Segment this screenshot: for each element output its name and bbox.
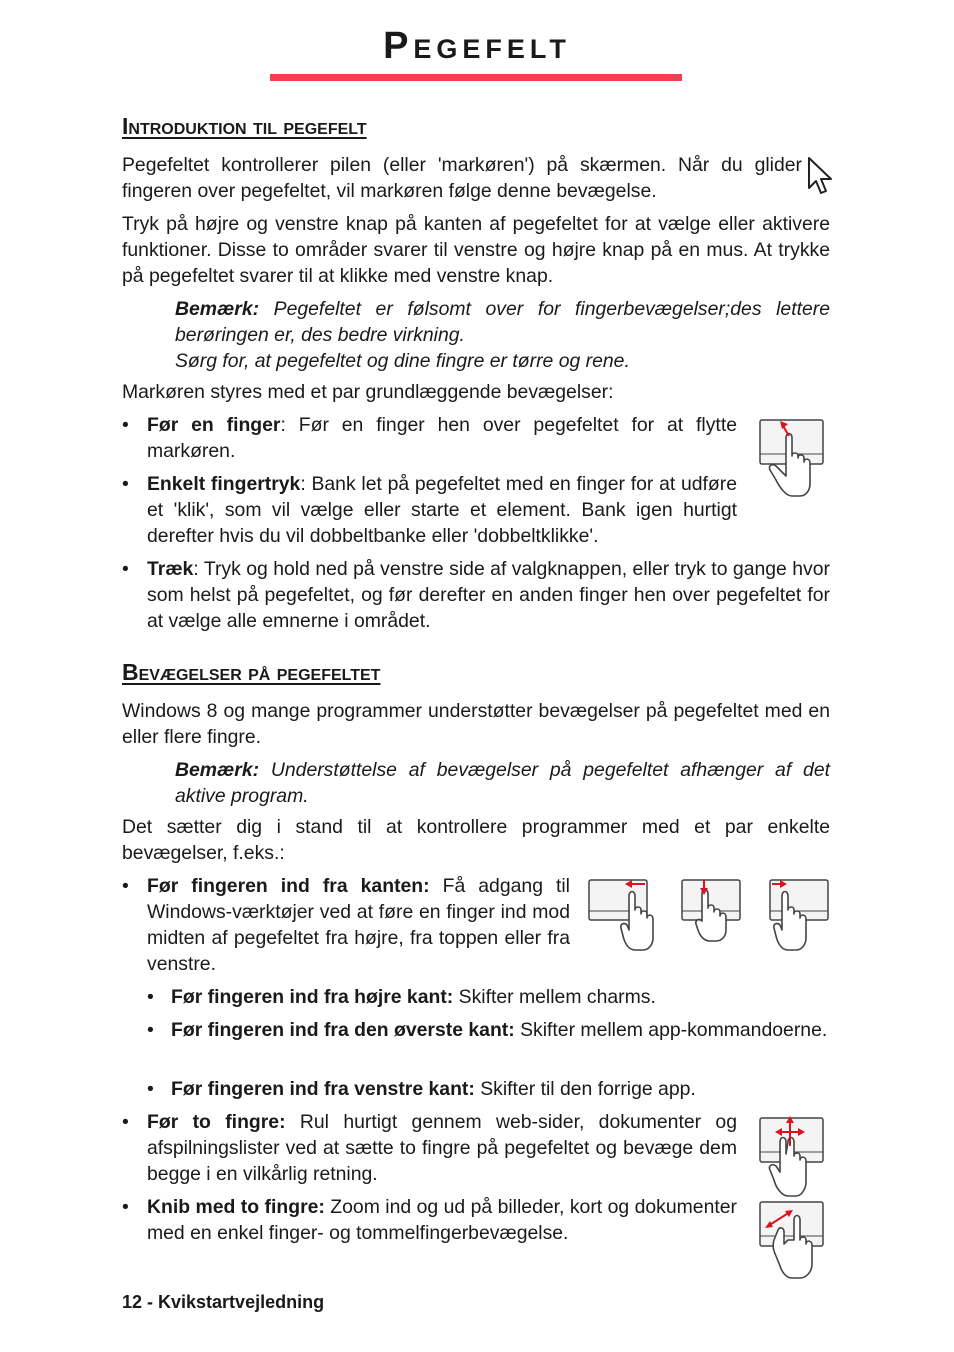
note-text: Understøttelse af bevægelser på pegefeltet afhænger af det aktive program. bbox=[175, 759, 830, 807]
note-label: Bemærk: bbox=[175, 298, 260, 320]
bullet-text: Skifter til den forrige app. bbox=[474, 1078, 696, 1100]
sub-bullet-top-edge bbox=[171, 1017, 830, 1043]
sub-bullet-marker: • bbox=[147, 1019, 154, 1041]
bullet-text: Zoom ind og ud på billeder, kort og dokumenter med en enkel finger- og tommelfingerbevægelse. bbox=[147, 1196, 737, 1244]
bullet-label: Før en finger bbox=[147, 414, 281, 436]
bullet-label: Før fingeren ind fra kanten: bbox=[147, 875, 430, 897]
bullet-drag bbox=[147, 556, 830, 634]
bullet-label: Før fingeren ind fra højre kant: bbox=[171, 986, 454, 1008]
bullet-text: : Før en finger hen over pegefeltet for at flytte markøren. bbox=[147, 414, 737, 462]
bullet-two-fingers bbox=[147, 1109, 737, 1187]
bullet-text: Få adgang til Windows-værktøjer ved at føre en finger ind mod midten af pegefeltet fra højre, fra toppen eller fra venstre. bbox=[147, 875, 570, 975]
note-text: Pegefeltet er følsomt over for fingerbevægelser;des lettere berøringen er, des bedre virkning. bbox=[175, 298, 830, 346]
gestures-paragraph-1: Windows 8 og mange programmer understøtter bevægelser på pegefeltet med en eller flere fingre. bbox=[122, 700, 830, 748]
section-heading-intro: Introduktion til pegefelt bbox=[122, 113, 367, 139]
bullet-text: Rul hurtigt gennem web-sider, dokumenter og afspilningslister ved at sætte to fingre på pegefeltet og bevæge dem begge i en vilkårlig retning. bbox=[147, 1111, 737, 1185]
bullet-text: : Tryk og hold ned på venstre side af valgknappen, eller tryk to gange hvor som helst på pegefeltet, og før derefter en anden finger hen over pegefeltet for at vælge alle emnerne i området. bbox=[147, 558, 830, 632]
bullet-text: : Bank let på pegefeltet med en finger for at udføre et 'klik', som vil vælge eller starte et element. Bank igen hurtigt derefter hvis du vil dobbeltbanke eller 'dobbeltklikke'. bbox=[147, 473, 737, 547]
bullet-pinch bbox=[147, 1194, 737, 1246]
gestures-note bbox=[175, 757, 830, 809]
touchpad-edge-swipe-icon bbox=[587, 878, 662, 952]
intro-paragraph-3: Markøren styres med et par grundlæggende bevægelser: bbox=[122, 381, 614, 403]
bullet-marker: • bbox=[122, 414, 129, 436]
intro-paragraph-2: Tryk på højre og venstre knap på kanten af pegefeltet for at vælge eller aktivere funktioner. Disse to områder svarer til venstre og højre knap på en mus. At trykke på pegefeltet svarer til at klikke med venstre knap. bbox=[122, 213, 830, 287]
section-heading-gestures: Bevægelser på pegefeltet bbox=[122, 659, 381, 685]
page-title: Pegefelt bbox=[383, 25, 571, 67]
touchpad-pinch-icon bbox=[758, 1200, 826, 1282]
bullet-marker: • bbox=[122, 473, 129, 495]
bullet-label: Før fingeren ind fra den øverste kant: bbox=[171, 1019, 515, 1041]
cursor-arrow-icon bbox=[806, 156, 834, 198]
sub-bullet-left-edge bbox=[171, 1076, 830, 1102]
bullet-marker: • bbox=[122, 875, 129, 897]
sub-bullet-right-edge bbox=[171, 984, 830, 1010]
bullet-text: Skifter mellem charms. bbox=[453, 986, 656, 1008]
sub-bullet-marker: • bbox=[147, 986, 154, 1008]
bullet-label: Træk bbox=[147, 558, 194, 580]
title-underline bbox=[270, 74, 682, 81]
touchpad-one-finger-icon bbox=[758, 418, 826, 500]
touchpad-edge-swipe-icon bbox=[768, 878, 834, 952]
gestures-paragraph-2: Det sætter dig i stand til at kontrollere programmer med et par enkelte bevægelser, f.eks.: bbox=[122, 816, 830, 864]
touchpad-two-finger-icon bbox=[758, 1114, 826, 1200]
intro-paragraph-1: Pegefeltet kontrollerer pilen (eller 'markøren') på skærmen. Når du glider fingeren over pegefeltet, vil markøren følge denne bevægelse. bbox=[122, 154, 802, 202]
note-label: Bemærk: bbox=[175, 759, 260, 781]
bullet-single-tap bbox=[147, 471, 737, 549]
page-footer: 12 - Kvikstartvejledning bbox=[122, 1292, 325, 1312]
bullet-text: Skifter mellem app-kommandoerne. bbox=[514, 1019, 828, 1041]
intro-note-line-2: Sørg for, at pegefeltet og dine fingre er tørre og rene. bbox=[175, 350, 630, 372]
bullet-marker: • bbox=[122, 1111, 129, 1133]
bullet-marker: • bbox=[122, 1196, 129, 1218]
intro-note bbox=[175, 296, 830, 348]
bullet-label: Enkelt fingertryk bbox=[147, 473, 301, 495]
bullet-label: Før to fingre: bbox=[147, 1111, 286, 1133]
bullet-marker: • bbox=[122, 558, 129, 580]
touchpad-edge-swipe-icon bbox=[680, 878, 744, 944]
bullet-edge-swipe bbox=[147, 873, 570, 977]
bullet-move-finger bbox=[147, 412, 737, 464]
bullet-label: Før fingeren ind fra venstre kant: bbox=[171, 1078, 475, 1100]
sub-bullet-marker: • bbox=[147, 1078, 154, 1100]
bullet-label: Knib med to fingre: bbox=[147, 1196, 325, 1218]
